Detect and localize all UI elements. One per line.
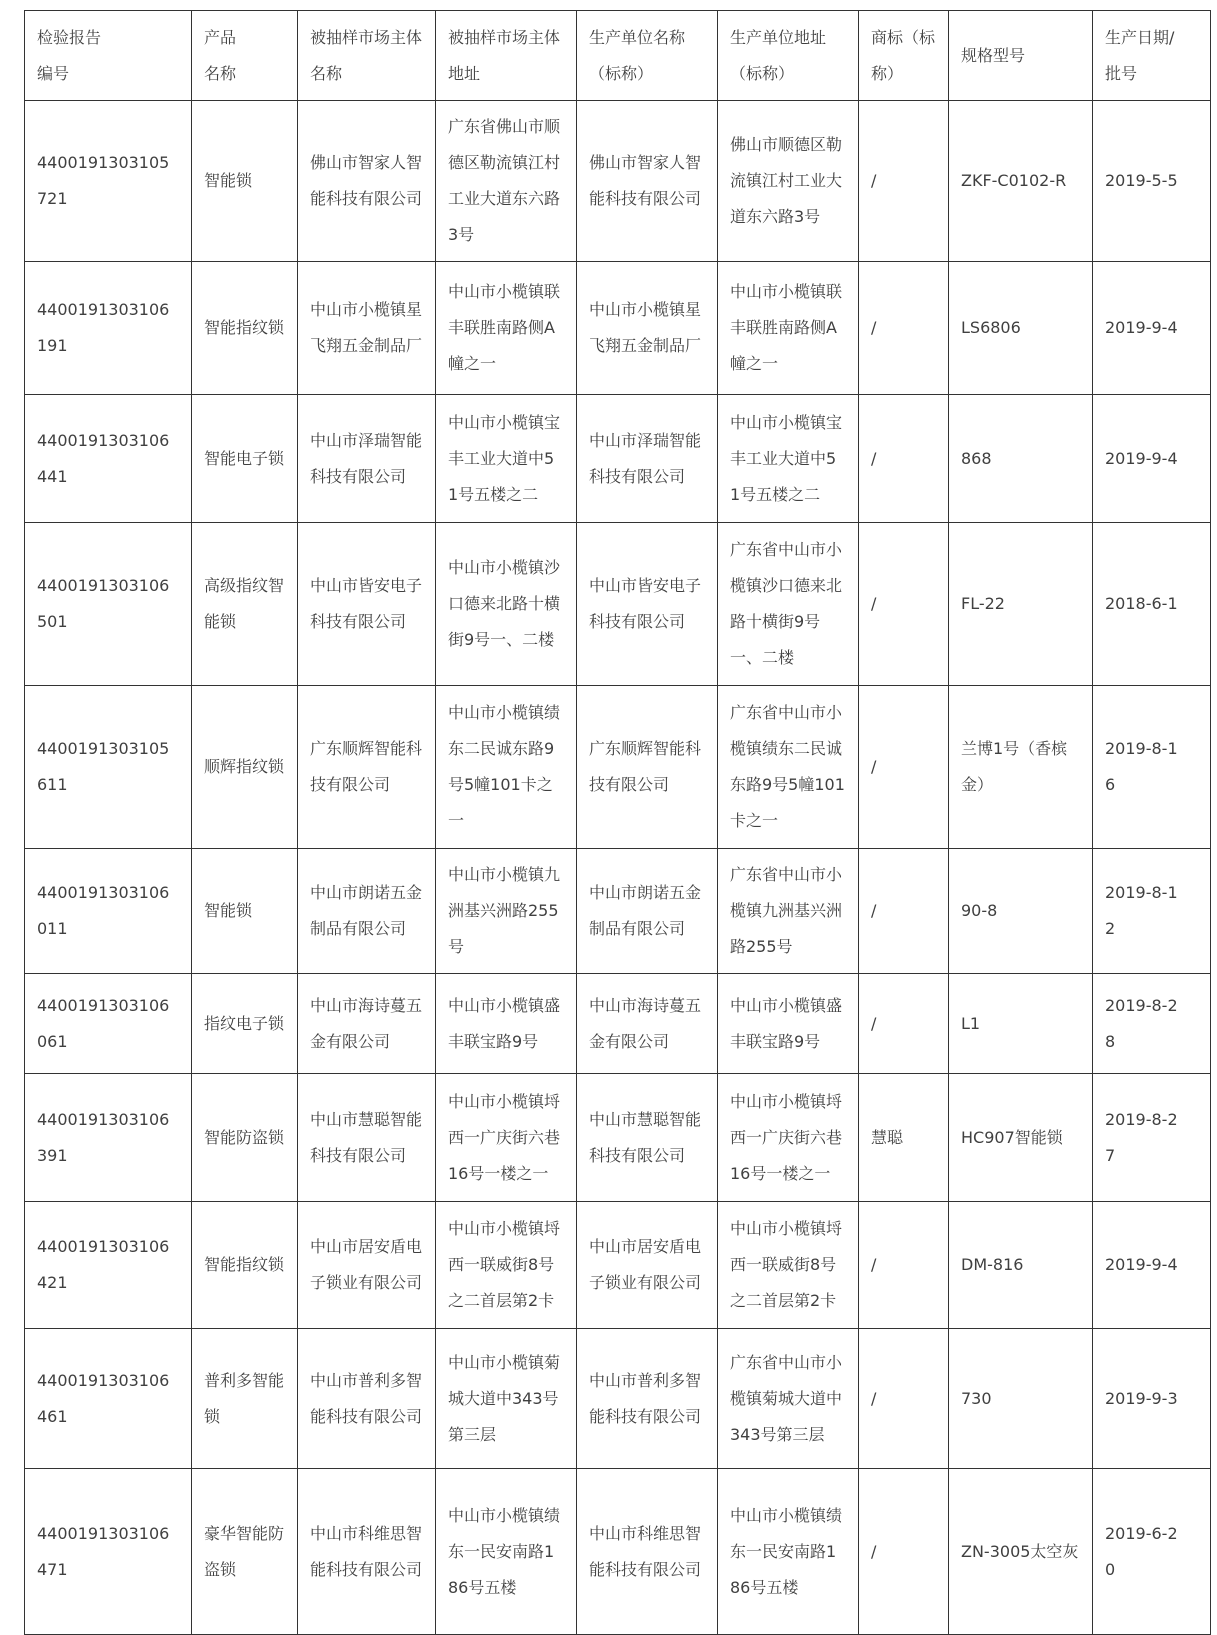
- cell-sampled-entity-address: 中山市小榄镇九洲基兴洲路255号: [436, 849, 577, 974]
- cell-production-date: 2019-9-4: [1093, 1202, 1211, 1329]
- cell-report-no: 4400191303106191: [25, 262, 192, 395]
- cell-model: 868: [949, 395, 1093, 523]
- cell-sampled-entity-address: 中山市小榄镇菊城大道中343号第三层: [436, 1329, 577, 1469]
- header-row: [25, 11, 1211, 101]
- cell-trademark: /: [859, 101, 949, 262]
- header-line: 生产日期/: [1105, 27, 1175, 47]
- cell-report-no: 4400191303106421: [25, 1202, 192, 1329]
- cell-production-date: 2019-9-4: [1093, 262, 1211, 395]
- table-row: [25, 1202, 1211, 1329]
- cell-producer-name: 中山市科维思智能科技有限公司: [577, 1469, 718, 1635]
- table-row: [25, 395, 1211, 523]
- cell-model: HC907智能锁: [949, 1074, 1093, 1202]
- table-row: [25, 849, 1211, 974]
- cell-sampled-entity-address: 中山市小榄镇绩东一民安南路186号五楼: [436, 1469, 577, 1635]
- header-line: 产品: [204, 27, 237, 47]
- cell-product-name: 高级指纹智能锁: [192, 523, 298, 686]
- cell-product-name: 智能电子锁: [192, 395, 298, 523]
- header-cell-model: [949, 11, 1093, 101]
- cell-model: 90-8: [949, 849, 1093, 974]
- cell-sampled-entity-name: 广东顺辉智能科技有限公司: [298, 686, 436, 849]
- cell-product-name: 智能防盗锁: [192, 1074, 298, 1202]
- cell-trademark: /: [859, 686, 949, 849]
- cell-product-name: 智能锁: [192, 101, 298, 262]
- header-line: 检验报告: [37, 27, 102, 47]
- cell-model: ZN-3005太空灰: [949, 1469, 1093, 1635]
- cell-product-name: 顺辉指纹锁: [192, 686, 298, 849]
- cell-trademark: /: [859, 849, 949, 974]
- cell-product-name: 指纹电子锁: [192, 974, 298, 1074]
- cell-producer-name: 佛山市智家人智能科技有限公司: [577, 101, 718, 262]
- cell-sampled-entity-address: 中山市小榄镇联丰联胜南路侧A幢之一: [436, 262, 577, 395]
- header-line: 批号: [1105, 63, 1138, 83]
- header-cell-sampled-entity-name: [298, 11, 436, 101]
- cell-sampled-entity-name: 中山市海诗蔓五金有限公司: [298, 974, 436, 1074]
- cell-producer-address: 中山市小榄镇埒西一广庆街六巷16号一楼之一: [718, 1074, 859, 1202]
- cell-trademark: /: [859, 395, 949, 523]
- cell-sampled-entity-name: 中山市科维思智能科技有限公司: [298, 1469, 436, 1635]
- cell-model: FL-22: [949, 523, 1093, 686]
- cell-sampled-entity-address: 中山市小榄镇宝丰工业大道中51号五楼之二: [436, 395, 577, 523]
- cell-product-name: 豪华智能防盗锁: [192, 1469, 298, 1635]
- table-row: [25, 1074, 1211, 1202]
- cell-report-no: 4400191303106461: [25, 1329, 192, 1469]
- table-header: [25, 11, 1211, 101]
- cell-sampled-entity-address: 广东省佛山市顺德区勒流镇江村工业大道东六路3号: [436, 101, 577, 262]
- cell-producer-address: 中山市小榄镇联丰联胜南路侧A幢之一: [718, 262, 859, 395]
- cell-producer-address: 广东省中山市小榄镇绩东二民诚东路9号5幢101卡之一: [718, 686, 859, 849]
- header-line: 被抽样市场主体: [448, 27, 561, 47]
- header-line: 规格型号: [961, 45, 1026, 65]
- cell-model: DM-816: [949, 1202, 1093, 1329]
- header-line: （标称）: [589, 63, 654, 83]
- cell-report-no: 4400191303106011: [25, 849, 192, 974]
- header-line: 生产单位名称: [589, 27, 686, 47]
- cell-model: L1: [949, 974, 1093, 1074]
- cell-sampled-entity-address: 中山市小榄镇绩东二民诚东路9号5幢101卡之一: [436, 686, 577, 849]
- cell-producer-address: 佛山市顺德区勒流镇江村工业大道东六路3号: [718, 101, 859, 262]
- cell-trademark: /: [859, 1329, 949, 1469]
- cell-sampled-entity-address: 中山市小榄镇沙口德来北路十横街9号一、二楼: [436, 523, 577, 686]
- header-line: （标称）: [730, 63, 795, 83]
- cell-sampled-entity-name: 中山市小榄镇星飞翔五金制品厂: [298, 262, 436, 395]
- cell-producer-name: 中山市居安盾电子锁业有限公司: [577, 1202, 718, 1329]
- cell-trademark: /: [859, 262, 949, 395]
- cell-producer-address: 广东省中山市小榄镇沙口德来北路十横街9号一、二楼: [718, 523, 859, 686]
- cell-model: 兰博1号（香槟金）: [949, 686, 1093, 849]
- cell-sampled-entity-address: 中山市小榄镇埒西一联威街8号之二首层第2卡: [436, 1202, 577, 1329]
- cell-producer-address: 广东省中山市小榄镇菊城大道中343号第三层: [718, 1329, 859, 1469]
- inspection-report-table: [24, 10, 1211, 1635]
- cell-producer-address: 中山市小榄镇宝丰工业大道中51号五楼之二: [718, 395, 859, 523]
- table-body: [25, 101, 1211, 1635]
- cell-sampled-entity-name: 中山市皆安电子科技有限公司: [298, 523, 436, 686]
- cell-trademark: /: [859, 523, 949, 686]
- cell-producer-name: 中山市泽瑞智能科技有限公司: [577, 395, 718, 523]
- cell-producer-name: 中山市朗诺五金制品有限公司: [577, 849, 718, 974]
- header-line: 名称: [310, 63, 343, 83]
- cell-report-no: 4400191303106391: [25, 1074, 192, 1202]
- cell-producer-address: 广东省中山市小榄镇九洲基兴洲路255号: [718, 849, 859, 974]
- header-cell-sampled-entity-address: [436, 11, 577, 101]
- header-cell-product-name: [192, 11, 298, 101]
- cell-production-date: 2019-9-4: [1093, 395, 1211, 523]
- table-row: [25, 523, 1211, 686]
- header-line: 编号: [37, 63, 70, 83]
- cell-sampled-entity-name: 中山市泽瑞智能科技有限公司: [298, 395, 436, 523]
- cell-sampled-entity-address: 中山市小榄镇盛丰联宝路9号: [436, 974, 577, 1074]
- header-cell-producer-address: [718, 11, 859, 101]
- cell-model: LS6806: [949, 262, 1093, 395]
- table-row: [25, 1469, 1211, 1635]
- cell-production-date: 2019-9-3: [1093, 1329, 1211, 1469]
- table-row: [25, 974, 1211, 1074]
- cell-production-date: 2019-8-27: [1093, 1074, 1211, 1202]
- cell-producer-address: 中山市小榄镇埒西一联威街8号之二首层第2卡: [718, 1202, 859, 1329]
- header-line: 称）: [871, 63, 904, 83]
- cell-model: 730: [949, 1329, 1093, 1469]
- header-cell-trademark: [859, 11, 949, 101]
- header-line: 名称: [204, 63, 237, 83]
- cell-producer-address: 中山市小榄镇盛丰联宝路9号: [718, 974, 859, 1074]
- header-cell-producer-name: [577, 11, 718, 101]
- cell-sampled-entity-name: 中山市普利多智能科技有限公司: [298, 1329, 436, 1469]
- cell-product-name: 普利多智能锁: [192, 1329, 298, 1469]
- cell-production-date: 2019-8-12: [1093, 849, 1211, 974]
- table-row: [25, 686, 1211, 849]
- cell-sampled-entity-name: 佛山市智家人智能科技有限公司: [298, 101, 436, 262]
- cell-report-no: 4400191303106501: [25, 523, 192, 686]
- cell-producer-name: 中山市小榄镇星飞翔五金制品厂: [577, 262, 718, 395]
- cell-sampled-entity-address: 中山市小榄镇埒西一广庆街六巷16号一楼之一: [436, 1074, 577, 1202]
- cell-producer-address: 中山市小榄镇绩东一民安南路186号五楼: [718, 1469, 859, 1635]
- cell-production-date: 2019-8-16: [1093, 686, 1211, 849]
- cell-producer-name: 中山市慧聪智能科技有限公司: [577, 1074, 718, 1202]
- header-line: 商标（标: [871, 27, 936, 47]
- cell-trademark: /: [859, 974, 949, 1074]
- header-cell-production-date: [1093, 11, 1211, 101]
- cell-product-name: 智能指纹锁: [192, 1202, 298, 1329]
- cell-sampled-entity-name: 中山市居安盾电子锁业有限公司: [298, 1202, 436, 1329]
- table-row: [25, 262, 1211, 395]
- header-line: 地址: [448, 63, 481, 83]
- cell-report-no: 4400191303105611: [25, 686, 192, 849]
- cell-trademark: /: [859, 1202, 949, 1329]
- cell-production-date: 2018-6-1: [1093, 523, 1211, 686]
- header-line: 被抽样市场主体: [310, 27, 423, 47]
- cell-producer-name: 中山市皆安电子科技有限公司: [577, 523, 718, 686]
- header-line: 生产单位地址: [730, 27, 827, 47]
- cell-product-name: 智能指纹锁: [192, 262, 298, 395]
- cell-report-no: 4400191303106441: [25, 395, 192, 523]
- table-row: [25, 1329, 1211, 1469]
- cell-report-no: 4400191303105721: [25, 101, 192, 262]
- cell-trademark: 慧聪: [859, 1074, 949, 1202]
- cell-report-no: 4400191303106471: [25, 1469, 192, 1635]
- cell-production-date: 2019-8-28: [1093, 974, 1211, 1074]
- cell-report-no: 4400191303106061: [25, 974, 192, 1074]
- cell-model: ZKF-C0102-R: [949, 101, 1093, 262]
- table-row: [25, 101, 1211, 262]
- cell-sampled-entity-name: 中山市朗诺五金制品有限公司: [298, 849, 436, 974]
- cell-product-name: 智能锁: [192, 849, 298, 974]
- cell-trademark: /: [859, 1469, 949, 1635]
- cell-production-date: 2019-5-5: [1093, 101, 1211, 262]
- cell-sampled-entity-name: 中山市慧聪智能科技有限公司: [298, 1074, 436, 1202]
- cell-producer-name: 中山市海诗蔓五金有限公司: [577, 974, 718, 1074]
- cell-production-date: 2019-6-20: [1093, 1469, 1211, 1635]
- header-cell-report-no: [25, 11, 192, 101]
- cell-producer-name: 中山市普利多智能科技有限公司: [577, 1329, 718, 1469]
- cell-producer-name: 广东顺辉智能科技有限公司: [577, 686, 718, 849]
